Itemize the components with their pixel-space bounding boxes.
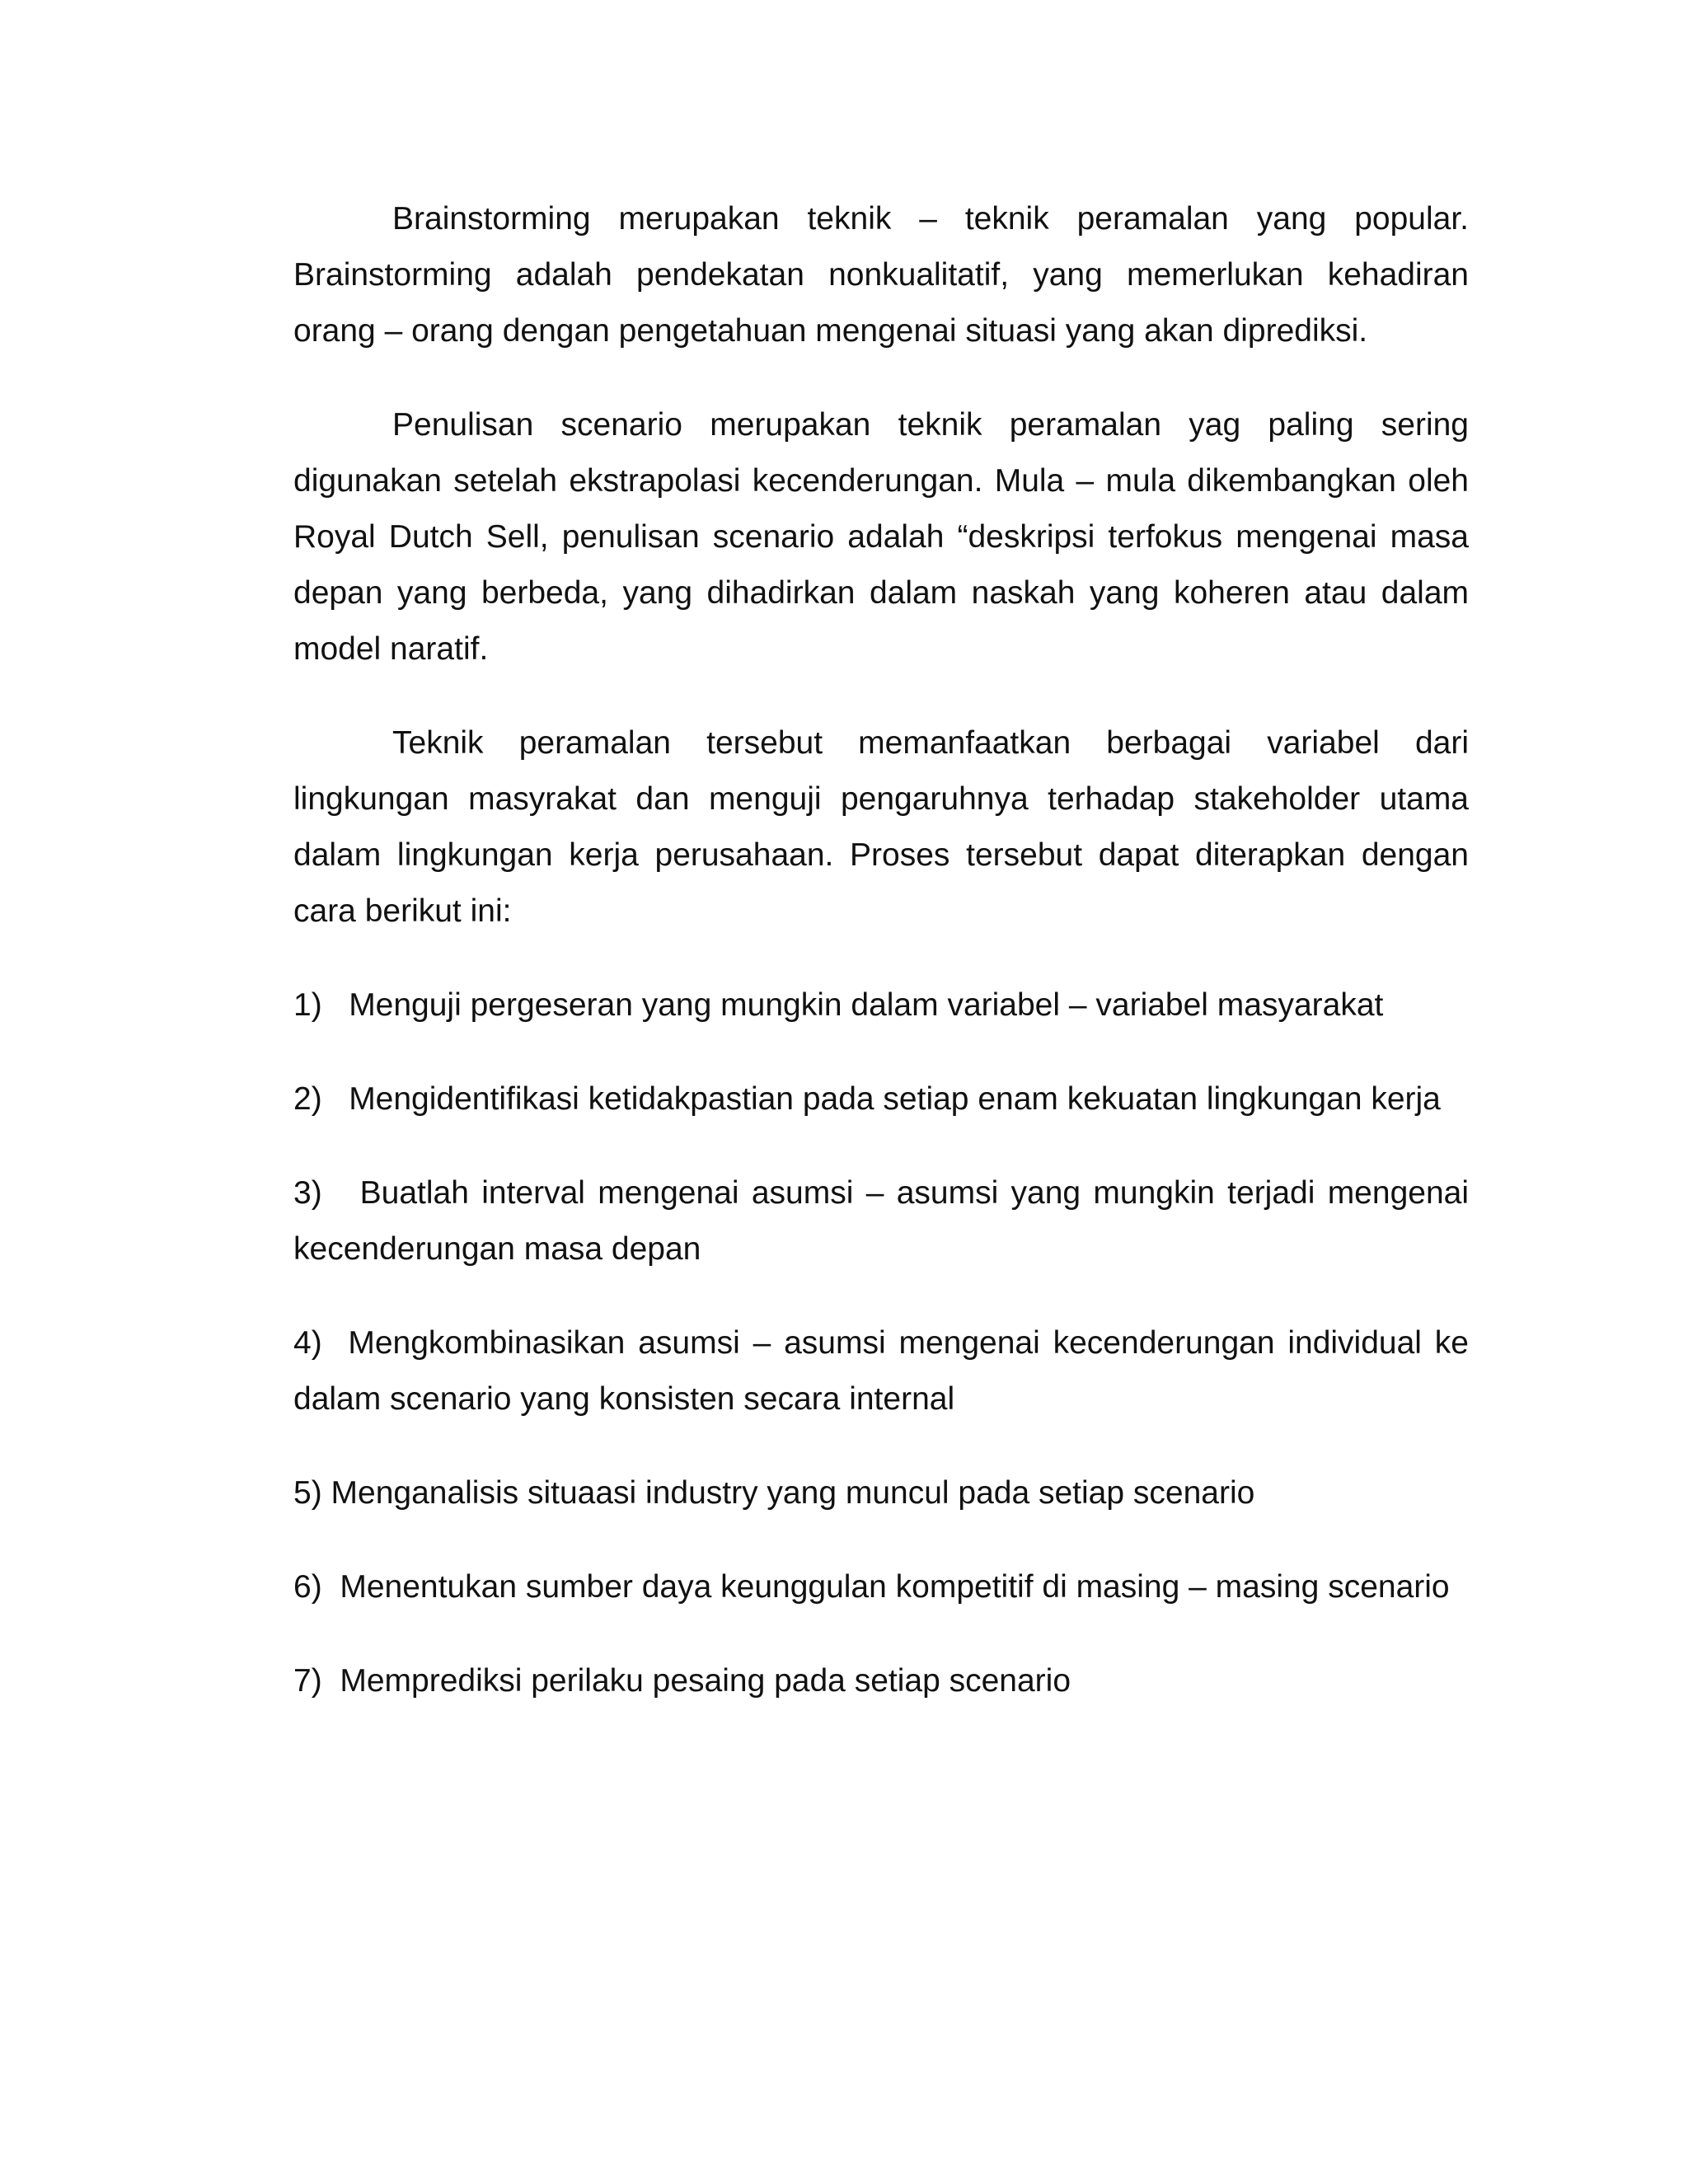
process-steps-list bbox=[293, 977, 1469, 1709]
list-item-text: Menentukan sumber daya keunggulan kompetitif di masing – masing scenario bbox=[340, 1569, 1450, 1605]
list-item-number: 5) bbox=[293, 1475, 331, 1511]
list-item-text: Menganalisis situaasi industry yang muncul pada setiap scenario bbox=[331, 1475, 1255, 1511]
list-item-text: Mengidentifikasi ketidakpastian pada setiap enam kekuatan lingkungan kerja bbox=[349, 1081, 1441, 1117]
list-item bbox=[293, 1653, 1469, 1709]
paragraph-forecasting-technique: Teknik peramalan tersebut memanfaatkan berbagai variabel dari lingkungan masyrakat dan menguji pengaruhnya terhadap stakeholder utama dalam lingkungan kerja perusahaan. Proses tersebut dapat diterapkan dengan cara berikut ini: bbox=[293, 725, 1469, 929]
list-item-text: Mengkombinasikan asumsi – asumsi mengenai kecenderungan individual ke dalam scenario yang konsisten secara internal bbox=[293, 1325, 1469, 1417]
paragraph-scenario-writing: Penulisan scenario merupakan teknik peramalan yag paling sering digunakan setelah ekstrapolasi kecenderungan. Mula – mula dikembangkan oleh Royal Dutch Sell, penulisan scenario adalah “deskripsi terfokus mengenai masa depan yang berbeda, yang dihadirkan dalam naskah yang koheren atau dalam model naratif. bbox=[293, 407, 1469, 667]
list-item bbox=[293, 1465, 1469, 1521]
list-item-number: 4) bbox=[293, 1325, 349, 1361]
list-item-text: Menguji pergeseran yang mungkin dalam variabel – variabel masyarakat bbox=[349, 987, 1384, 1023]
paragraph-brainstorming: Brainstorming merupakan teknik – teknik peramalan yang popular. Brainstorming adalah pendekatan nonkualitatif, yang memerlukan kehadiran orang – orang dengan pengetahuan mengenai situasi yang akan diprediksi. bbox=[293, 201, 1469, 349]
list-item-text: Buatlah interval mengenai asumsi – asumsi yang mungkin terjadi mengenai kecenderungan masa depan bbox=[293, 1175, 1469, 1267]
list-item-number: 7) bbox=[293, 1663, 340, 1699]
list-item-number: 6) bbox=[293, 1569, 340, 1605]
list-item-number: 1) bbox=[293, 987, 349, 1023]
list-item-text: Memprediksi perilaku pesaing pada setiap scenario bbox=[340, 1663, 1071, 1699]
list-item bbox=[293, 1315, 1469, 1427]
list-item bbox=[293, 1165, 1469, 1277]
list-item-number: 2) bbox=[293, 1081, 349, 1117]
list-item bbox=[293, 977, 1469, 1033]
document-page bbox=[293, 191, 1469, 1747]
list-item bbox=[293, 1071, 1469, 1127]
list-item bbox=[293, 1559, 1469, 1615]
list-item-number: 3) bbox=[293, 1175, 360, 1211]
